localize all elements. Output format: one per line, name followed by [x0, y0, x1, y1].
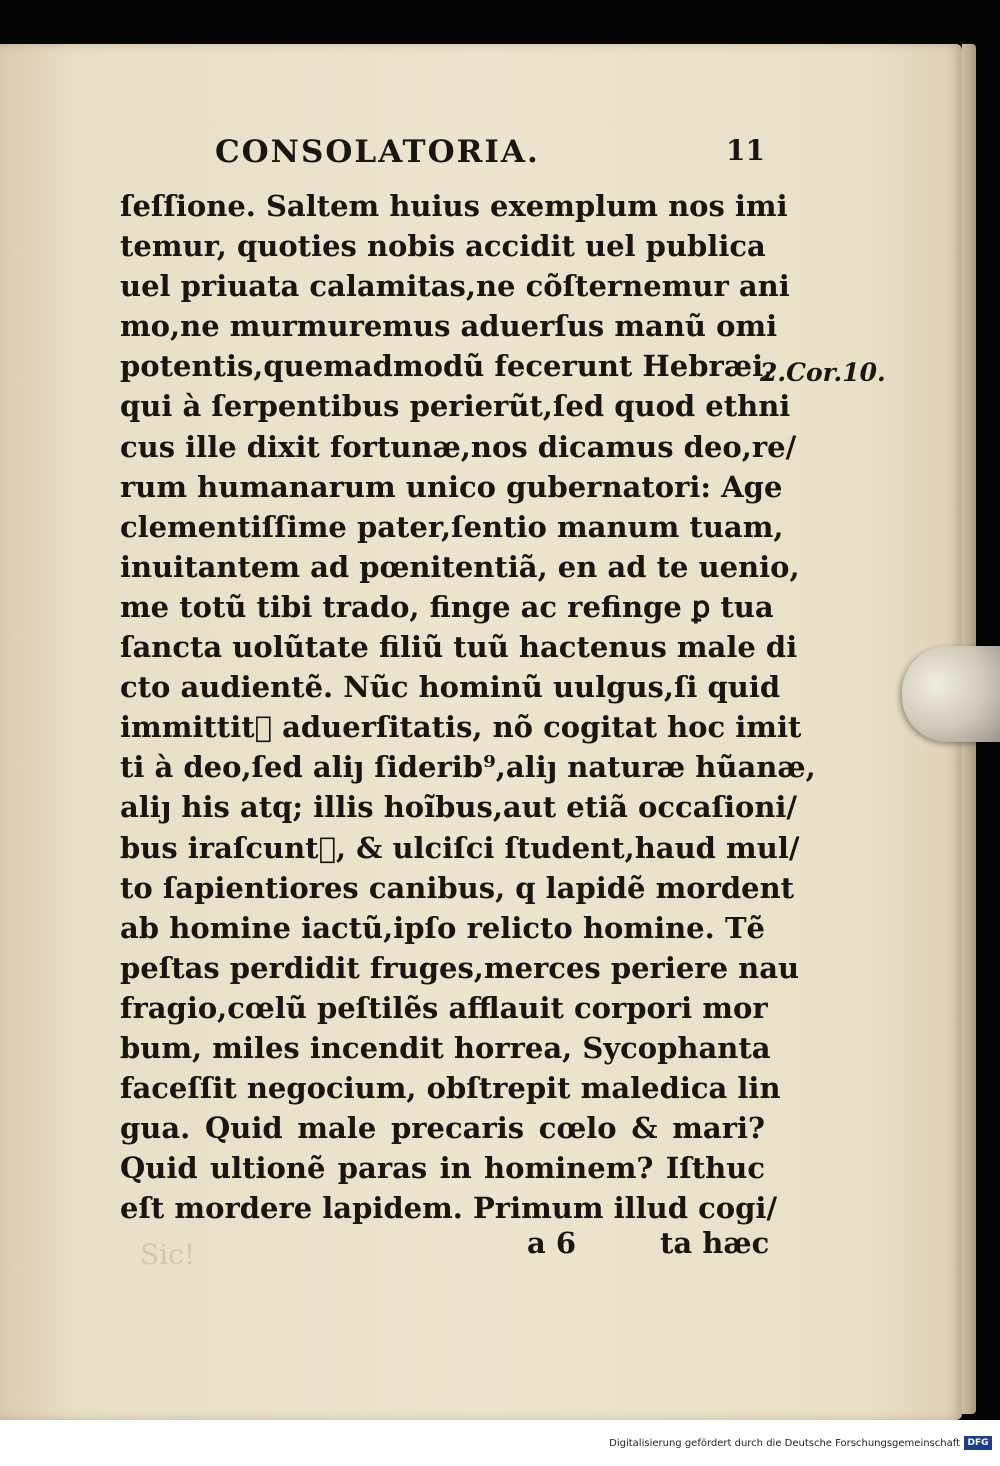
- text-line: ſeſſione. Saltem huius exemplum nos imi: [120, 189, 788, 223]
- text-line: potentis,quemadmodũ fecerunt Hebræi,: [120, 349, 774, 384]
- text-line: mo,ne murmuremus aduerſus manũ omi: [120, 309, 778, 344]
- text-line: aliȷ his atq; illis hoĩbus,aut etiã occaſioni/: [120, 790, 798, 825]
- dfg-logo-icon: DFG: [964, 1436, 992, 1450]
- text-line: temur, quoties nobis accidit uel publica: [120, 229, 766, 264]
- text-line: ti à deo,ſed aliȷ ſiderib⁹,aliȷ naturæ hũanæ,: [120, 750, 816, 785]
- running-title: CONSOLATORIA.: [215, 134, 540, 170]
- credit-text: Digitalisierung gefördert durch die Deutsche Forschungsgemeinschaft: [609, 1438, 960, 1449]
- text-line: fragio,cœlũ peſtilẽs afflauit corpori mor: [120, 990, 768, 1025]
- text-line: peſtas perdidit fruges,merces periere nau: [120, 950, 800, 985]
- catchword: ta hæc: [660, 1226, 770, 1260]
- text-line: cus ille dixit fortunæ,nos dicamus deo,re/: [120, 429, 797, 464]
- text-line: rum humanarum unico gubernatori: Age: [120, 469, 783, 504]
- text-line: clementiſſime pater,ſentio manum tuam,: [120, 509, 784, 544]
- text-line: Quid ultionẽ paras in hominem? Iſthuc: [120, 1151, 765, 1186]
- credit-bar: [0, 1420, 1000, 1466]
- text-line: gua. Quid male precaris cœlo & mari?: [120, 1111, 765, 1146]
- text-line: cto audientẽ. Nũc hominũ uulgus,ſi quid: [120, 670, 781, 705]
- text-line: ſancta uolũtate filiũ tuũ hactenus male di: [120, 630, 798, 665]
- text-line: faceſſit negocium, obſtrepit maledica lin: [120, 1071, 781, 1106]
- text-line: bus iraſcuntᷣ, & ulciſci ſtudent,haud mul/: [120, 830, 800, 865]
- text-line: me totũ tibi trado, finge ac refinge ꝑ tua: [120, 589, 774, 624]
- text-line: immittitᷣ aduerſitatis, nõ cogitat hoc imit: [120, 710, 802, 745]
- text-line: qui à ſerpentibus perierũt,ſed quod ethni: [120, 389, 791, 424]
- text-line: to ſapientiores canibus, q lapidẽ mordent: [120, 870, 795, 905]
- signature-mark: a 6: [527, 1226, 577, 1260]
- text-line: ab homine iactũ,ipſo relicto homine. Tẽ: [120, 910, 765, 945]
- text-line: eſt mordere lapidem. Primum illud cogi/: [120, 1191, 778, 1226]
- page-number: 11: [726, 134, 765, 167]
- page-header: [215, 134, 765, 174]
- body-text: [120, 186, 816, 1228]
- text-line: inuitantem ad pœnitentiã, en ad te uenio,: [120, 549, 800, 584]
- margin-note: 2.Cor.10.: [760, 358, 886, 387]
- page-clip: [902, 646, 1000, 742]
- text-line: bum, miles incendit horrea, Sycophanta: [120, 1030, 771, 1065]
- text-line: uel priuata calamitas,ne cõſternemur ani: [120, 269, 790, 304]
- show-through-text: Sic!: [140, 1238, 196, 1271]
